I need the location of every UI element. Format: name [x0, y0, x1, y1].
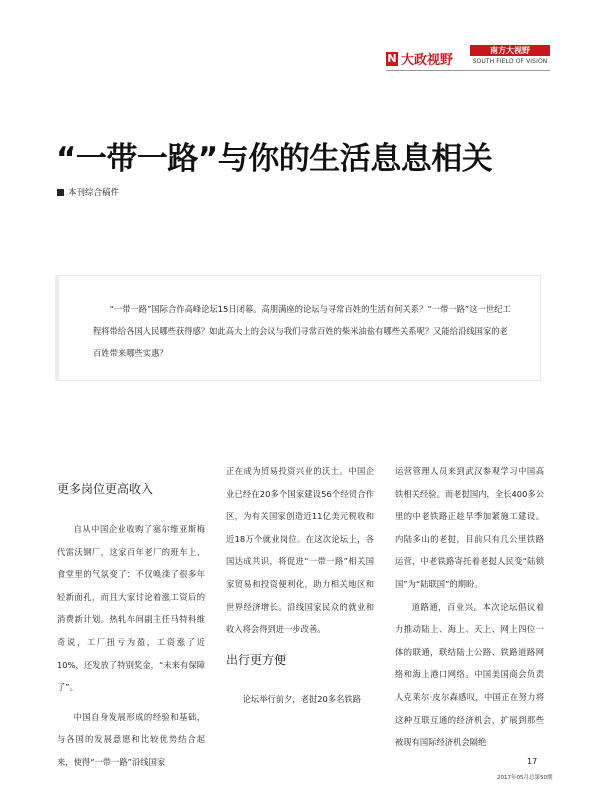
header-divider — [386, 70, 550, 71]
paragraph: 论坛举行前夕，老挝20多名铁路 — [242, 694, 362, 704]
section-heading-jobs: 更多岗位更高收入 — [57, 482, 154, 496]
column-2-bottom — [226, 688, 374, 711]
article-title: “一带一路”与你的生活息息相关 — [56, 141, 493, 177]
paragraph: 运营管理人员来到武汉参观学习中国高铁相关经验。而老挝国内，全长400多公里的中老铁路正趁早季加紧施工建设。内陆多山的老挝，目前只有几公里铁路运营，中老铁路寄托着老挝人民变“陆锁国”为“陆联国”的期盼。 — [395, 466, 544, 589]
brand-name: 大政视野 — [401, 53, 454, 68]
paragraph: 自从中国企业收购了塞尔维亚斯梅代雷沃钢厂，这家百年老厂的班车上、食堂里的气氛变了：不仅唤滦了很多年轻新面孔，而且大家讨论着涨工资后的消费新计划。热轧车间副主任马特科维奇说，工厂扭亏为盈，工资涨了近10%，还发放了特别奖金，“未来有保障了”。 — [57, 524, 205, 693]
section-heading-travel: 出行更方便 — [226, 653, 287, 667]
intro-accent-bar — [55, 275, 59, 381]
page-number: 17 — [527, 757, 538, 766]
column-name-cn: 南方大视野 — [470, 45, 550, 56]
issue-label: 2017年05月总第50期 — [497, 775, 553, 781]
column-1 — [57, 518, 205, 774]
byline — [57, 186, 119, 198]
column-name-en: SOUTH FIELD OF VISION — [472, 58, 548, 65]
intro-paragraph: “一带一路”国际合作高峰论坛15日闭幕。高朋满座的论坛与寻常百姓的生活有何关系？“一带一路”这一世纪工程将带给各国人民哪些获得感？如此高大上的会议与我们寻常百姓的柴米油盐有哪些关系呢？又能给沿线国家的老百姓带来哪些实惠？ — [93, 304, 511, 358]
column-3 — [395, 460, 544, 754]
byline-square-icon — [57, 189, 64, 196]
column-2-top — [226, 460, 374, 641]
brand-logo-icon: N — [387, 52, 397, 65]
byline-text: 本刊综合稿件 — [68, 188, 120, 198]
paragraph: 道路通，百业兴。本次论坛倡议着力推动陆上、海上、天上、网上四位一体的联通，联结陆上公路、铁路道路网络和海上港口网络。中国美国商会负责人克莱尔·皮尔森感叹，中国正在努力将这种互联互通的经济机会，扩展到那些被现有国际经济机会隔绝 — [395, 601, 544, 748]
paragraph: 中国自身发展形成的经验和基础，与各国的发展意愿和比较优势结合起来，使得“一带一路”沿线国家 — [57, 711, 205, 767]
column-badge — [470, 45, 550, 67]
paragraph: 正在成为贸易投资兴业的沃土。中国企业已经在20多个国家建设56个经贸合作区，为有关国家创造近11亿美元税收和近18万个就业岗位。在这次论坛上，各国达成共识，将促进“一带一路”相关国家贸易和投资便利化，助力相关地区和世界经济增长。沿线国家民众的就业和收入将会得到进一步改善。 — [226, 466, 374, 635]
